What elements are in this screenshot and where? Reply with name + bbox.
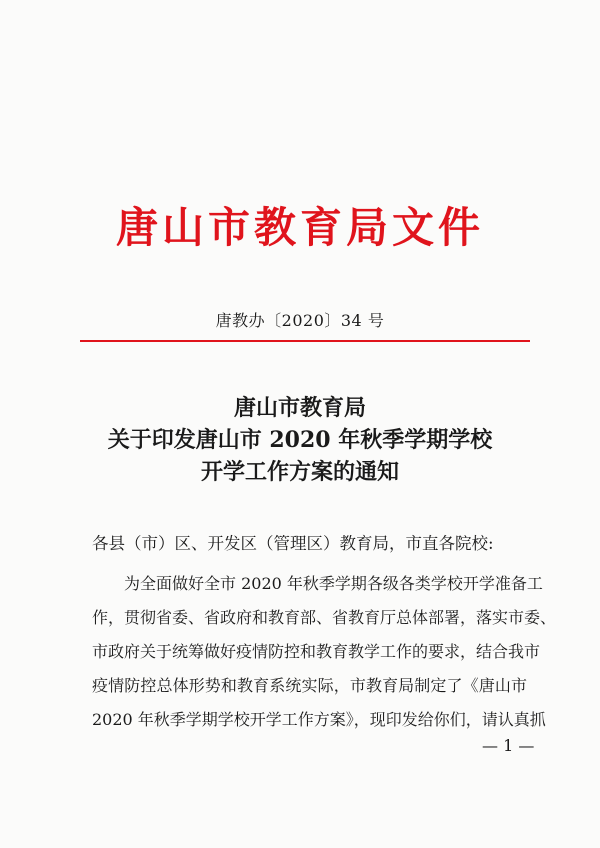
body-paragraph [92,567,557,737]
body-line: 2020 年秋季学期学校开学工作方案》，现印发给你们，请认真抓 [92,710,546,729]
notice-title-line-2: 关于印发唐山市 2020 年秋季学期学校 [107,427,493,453]
document-number: 唐教办〔2020〕34 号 [215,311,385,330]
notice-title [0,392,600,488]
salutation: 各县（市）区、开发区（管理区）教育局，市直各院校: [92,534,494,553]
body-line: 为全面做好全市 2020 年秋季学期各级各类学校开学准备工 [124,574,543,593]
page-number: — 1 — [482,736,535,755]
notice-title-line-3: 开学工作方案的通知 [200,459,399,485]
document-header-title: 唐山市教育局文件 [115,203,484,252]
body-line: 市政府关于统筹做好疫情防控和教育教学工作的要求，结合我市 [92,642,541,661]
body-line: 作，贯彻省委、省政府和教育部、省教育厅总体部署，落实市委、 [92,608,557,627]
red-divider-line [80,340,530,342]
body-line: 疫情防控总体形势和教育系统实际，市教育局制定了《唐山市 [92,676,527,695]
notice-title-line-1: 唐山市教育局 [233,395,366,421]
